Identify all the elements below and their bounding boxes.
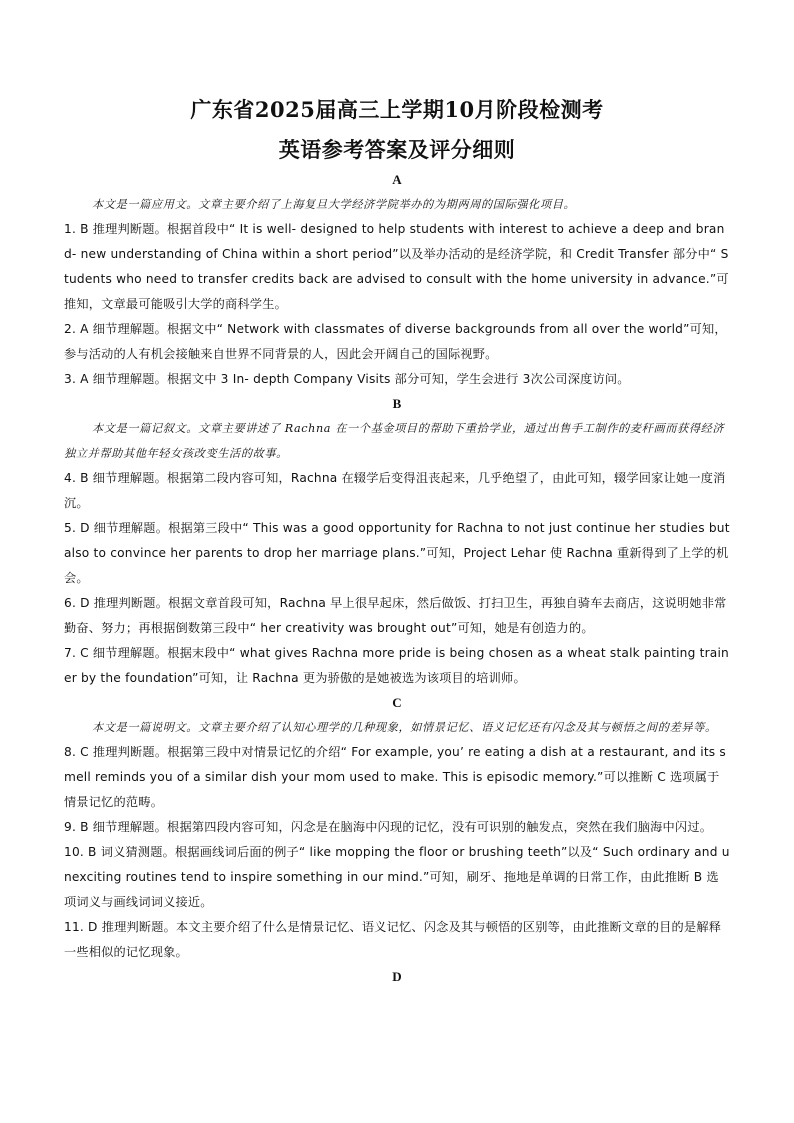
document-title-line1: 广东省2025届高三上学期10月阶段检测考 [190, 97, 604, 122]
section-letter: D [392, 969, 402, 984]
answer-item-2: 2. A 细节理解题。根据文中“ Network with classmates of diverse backgrounds from all over the world”可知，参与活动的人有机会接触来自世界不同背景的人，因此会开阔自己的国际视野。 [64, 322, 727, 361]
section-letter: C [392, 695, 402, 710]
answer-item-7: 7. C 细节理解题。根据末段中“ what gives Rachna more pride is being chosen as a wheat stalk painting trainer by the foundation”可知，让 Rachna 更为骄傲的是她被选为该项目的培训师。 [64, 646, 729, 685]
section-a [64, 170, 730, 392]
section-letter: A [392, 172, 402, 187]
answer-item-9: 9. B 细节理解题。根据第四段内容可知，闪念是在脑海中闪现的记忆，没有可识别的触发点，突然在我们脑海中闪过。 [64, 820, 713, 834]
answer-item-5: 5. D 细节理解题。根据第三段中“ This was a good opportunity for Rachna to not just continue her studies but also to convince her parents to drop her marriage plans.”可知，Project Lehar 使 Rachna 重新得到了上学的机会。 [64, 521, 730, 585]
section-b [64, 394, 730, 691]
answer-item-4: 4. B 细节理解题。根据第二段内容可知，Rachna 在辍学后变得沮丧起来，几乎绝望了，由此可知，辍学回家让她一度消沉。 [64, 471, 726, 510]
section-summary: 本文是一篇记叙文。文章主要讲述了 Rachna 在一个基金项目的帮助下重拾学业，通过出售手工制作的麦秆画而获得经济独立并帮助其他年轻女孩改变生活的故事。 [64, 422, 725, 460]
answer-item-11: 11. D 推理判断题。本文主要介绍了什么是情景记忆、语义记忆、闪念及其与顿悟的区别等，由此推断文章的目的是解释一些相似的记忆现象。 [64, 920, 722, 959]
answer-item-3: 3. A 细节理解题。根据文中 3 In- depth Company Visits 部分可知，学生会进行 3次公司深度访问。 [64, 372, 630, 386]
section-c [64, 693, 730, 965]
answer-key-page [64, 96, 730, 989]
section-summary: 本文是一篇应用文。文章主要介绍了上海复旦大学经济学院举办的为期两周的国际强化项目。 [92, 198, 576, 211]
section-summary: 本文是一篇说明文。文章主要介绍了认知心理学的几种现象，如情景记忆、语义记忆还有闪念及其与顿悟之间的差异等。 [92, 721, 717, 734]
answer-item-8: 8. C 推理判断题。根据第三段中对情景记忆的介绍“ For example, you’ re eating a dish at a restaurant, and its smell reminds you of a similar dish your mom used to make. This is episodic memory.”可以推断 C 选项属于情景记忆的范畴。 [64, 745, 726, 809]
document-title-line2: 英语参考答案及评分细则 [278, 137, 516, 162]
answer-item-1: 1. B 推理判断题。根据首段中“ It is well- designed to help students with interest to achieve a deep and brand- new understanding of China within a short period”以及举办活动的是经济学院，和 Credit Transfer 部分中“ Students who need to transfer credits back are advised to consult with the home university in advance.”可推知，文章最可能吸引大学的商科学生。 [64, 222, 729, 311]
section-d [64, 967, 730, 987]
answer-item-10: 10. B 词义猜测题。根据画线词后面的例子“ like mopping the floor or brushing teeth”以及“ Such ordinary and unexciting routines tend to inspire something in our mind.”可知，刷牙、拖地是单调的日常工作，由此推断 B 选项词义与画线词词义接近。 [64, 845, 730, 909]
section-letter: B [392, 396, 402, 411]
answer-item-6: 6. D 推理判断题。根据文章首段可知，Rachna 早上很早起床，然后做饭、打扫卫生，再独自骑车去商店，这说明她非常勤奋、努力；再根据倒数第三段中“ her creativity was brought out”可知，她是有创造力的。 [64, 596, 727, 635]
